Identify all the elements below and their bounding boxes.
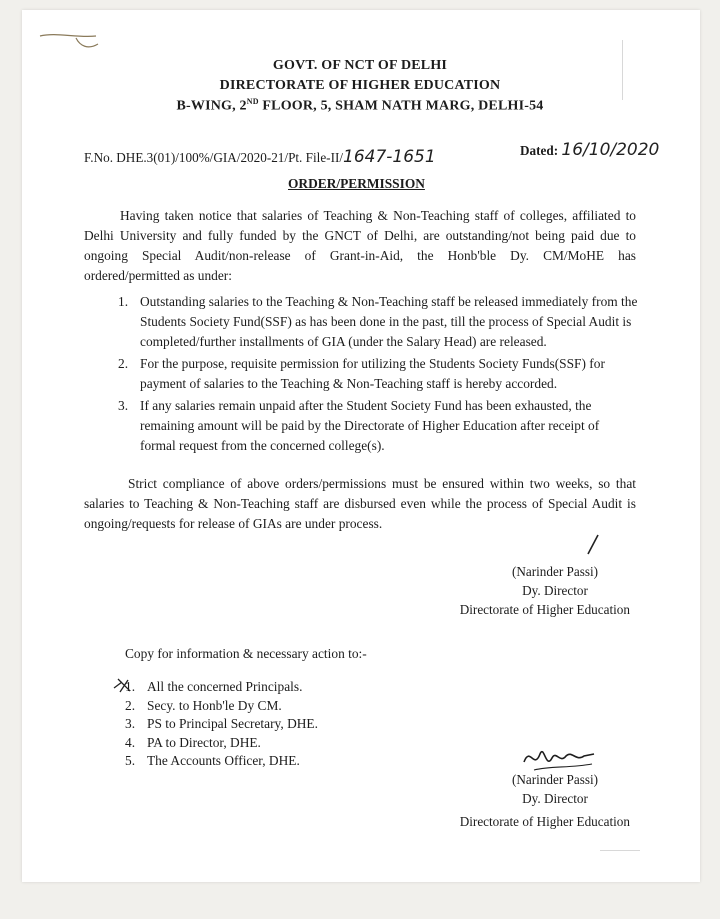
file-number: F.No. DHE.3(01)/100%/GIA/2020-21/Pt. File-II/1647-1651	[84, 147, 436, 167]
point-item: 1. Outstanding salaries to the Teaching & Non-Teaching staff be released immediately from the Students Society Fund(SSF) as has been done in the past, till the process of Special Audit is completed/further installments of GIA (under the Salary Head) are released.	[118, 294, 638, 349]
order-title: ORDER/PERMISSION	[288, 176, 425, 191]
point-item: 3. If any salaries remain unpaid after the Student Society Fund has been exhausted, the remaining amount will be paid by the Directorate of Higher Education after receipt of formal request from the concerned college(s).	[118, 398, 600, 453]
dated-handwritten: 16/10/2020	[561, 140, 660, 160]
copy-tick-mark	[112, 676, 138, 694]
intro-paragraph: Having taken notice that salaries of Teaching & Non-Teaching staff of colleges, affiliated to Delhi University and fully funded by the GNCT of Delhi, are outstanding/not being paid due to ongoing Special Audit/non-release of Grant-in-Aid, the Honb'ble Dy. CM/MoHE has ordered/permitted as under:	[84, 208, 636, 283]
points-list	[118, 292, 638, 456]
scan-mark	[600, 850, 640, 851]
corner-scribble	[36, 26, 106, 56]
signature-tick	[580, 532, 604, 558]
copy-item: 3. PS to Principal Secretary, DHE.	[125, 716, 318, 731]
signatory-office: Directorate of Higher Education	[459, 602, 630, 617]
signatory-name: (Narinder Passi)	[511, 772, 599, 787]
copy-item: 2. Secy. to Honb'le Dy CM.	[125, 697, 282, 713]
header-govt: GOVT. OF NCT OF DELHI	[272, 58, 448, 73]
dated: Dated: 16/10/2020	[520, 140, 660, 160]
header-address: B-WING, 2ND FLOOR, 5, SHAM NATH MARG, DELHI-54	[176, 97, 544, 114]
compliance-paragraph: Strict compliance of above orders/permissions must be ensured within two weeks, so that salaries to Teaching & Non-Teaching staff are disbursed even while the process of Special Audit is ongoing/requests for release of GIAs are under process.	[84, 476, 636, 531]
signature-block-2	[440, 770, 630, 831]
signatory-designation: Dy. Director	[522, 583, 588, 598]
scan-mark	[622, 40, 623, 100]
file-number-handwritten: 1647-1651	[343, 147, 436, 167]
copy-heading: Copy for information & necessary action to:-	[125, 646, 367, 661]
copy-item: 1. All the concerned Principals.	[125, 679, 303, 694]
signature-block-1	[440, 562, 630, 619]
signatory-office: Directorate of Higher Education	[459, 814, 630, 829]
copy-list	[125, 678, 445, 771]
signatory-designation: Dy. Director	[522, 791, 588, 806]
copy-item: 4. PA to Director, DHE.	[125, 734, 261, 750]
copy-item: 5. The Accounts Officer, DHE.	[125, 753, 300, 768]
point-item: 2. For the purpose, requisite permission for utilizing the Students Society Funds(SSF) for payment of salaries to the Teaching & Non-Teaching staff is hereby accorded.	[118, 356, 605, 391]
signatory-name: (Narinder Passi)	[511, 564, 599, 579]
header-directorate: DIRECTORATE OF HIGHER EDUCATION	[219, 78, 501, 93]
